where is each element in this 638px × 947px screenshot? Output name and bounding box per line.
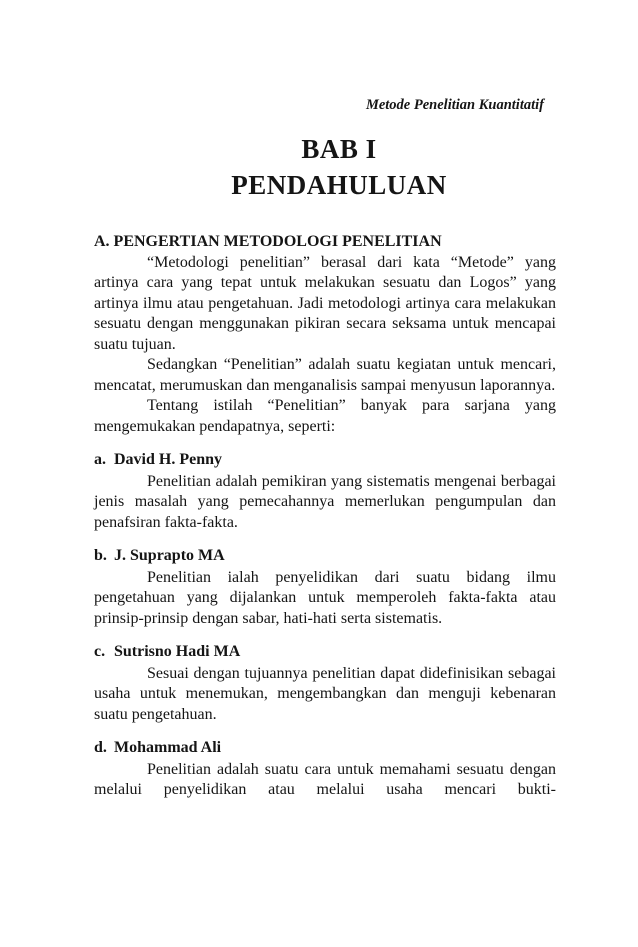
chapter-number: BAB I bbox=[301, 134, 377, 164]
definition-author: David H. Penny bbox=[114, 451, 223, 468]
definition-author: Sutrisno Hadi MA bbox=[114, 643, 241, 660]
running-header: Metode Penelitian Kuantitatif bbox=[365, 97, 544, 113]
definition-letter: a. bbox=[94, 451, 106, 468]
definition-letter: c. bbox=[94, 643, 106, 660]
paragraph-istilah: Tentang istilah “Penelitian” banyak para sarjana yang mengemukakan pendapatnya, seperti: bbox=[94, 397, 556, 435]
chapter-title: PENDAHULUAN bbox=[231, 170, 447, 200]
page-body bbox=[94, 232, 556, 801]
definition-author: J. Suprapto MA bbox=[114, 547, 225, 564]
definition-text: Penelitian adalah pemikiran yang sistematis mengenai berbagai jenis masalah yang pemecahannya memerlukan pengumpulan dan penafsiran fakta-fakta. bbox=[94, 472, 556, 531]
definition-text: Penelitian adalah suatu cara untuk memahami sesuatu dengan melalui penyelidikan atau melalui usaha mencari bukti- bbox=[94, 760, 556, 798]
definition-heading bbox=[94, 450, 556, 471]
definition-heading bbox=[94, 546, 556, 567]
definition-text: Penelitian ialah penyelidikan dari suatu bidang ilmu pengetahuan yang dijalankan untuk memperoleh fakta-fakta atau prinsip-prinsip dengan sabar, hati-hati serta sistematis. bbox=[94, 568, 556, 627]
paragraph-metodologi: “Metodologi penelitian” berasal dari kata “Metode” yang artinya cara yang tepat untuk melakukan sesuatu dan Logos” yang artinya ilmu atau pengetahuan. Jadi metodologi artinya cara melakukan sesuatu dengan menggunakan pikiran secara seksama untuk mencapai suatu tujuan. bbox=[94, 253, 556, 353]
definition-heading bbox=[94, 738, 556, 759]
paragraph-penelitian: Sedangkan “Penelitian” adalah suatu kegiatan untuk mencari, mencatat, merumuskan dan menganalisis sampai menyusun laporannya. bbox=[94, 356, 556, 394]
definition-author: Mohammad Ali bbox=[114, 739, 222, 756]
section-heading: A. PENGERTIAN METODOLOGI PENELITIAN bbox=[94, 233, 442, 250]
definition-heading bbox=[94, 642, 556, 663]
definition-letter: d. bbox=[94, 739, 107, 756]
definition-letter: b. bbox=[94, 547, 107, 564]
definition-text: Sesuai dengan tujuannya penelitian dapat didefinisikan sebagai usaha untuk menemukan, mengembangkan dan menguji kebenaran suatu pengetahuan. bbox=[94, 664, 556, 723]
